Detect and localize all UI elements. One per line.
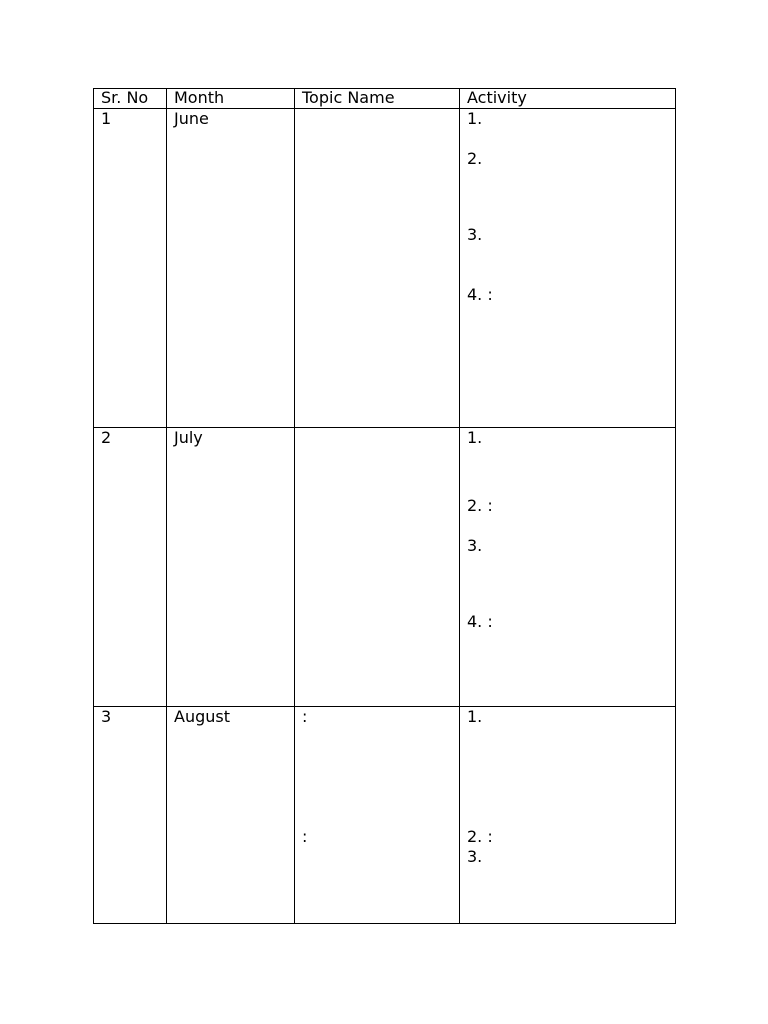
topic-cell (295, 428, 460, 707)
activity-item (467, 225, 675, 245)
activity-item (467, 496, 675, 516)
activity-number: 1. (467, 707, 483, 726)
header-sr-no: Sr. No (94, 89, 167, 109)
topic-entry (302, 584, 459, 604)
sr-no-cell: 3 (94, 707, 167, 924)
table-row (94, 707, 676, 924)
topic-entry (302, 265, 459, 285)
topic-entry: : (302, 707, 308, 726)
activity-number: 1. (467, 109, 483, 128)
activity-item (467, 612, 675, 632)
activity-number: 4. (467, 612, 483, 631)
topic-entry (302, 428, 459, 448)
table-row (94, 109, 676, 428)
activity-cell (460, 428, 676, 707)
activity-item (467, 707, 675, 727)
month-cell: June (167, 109, 295, 428)
activity-number: 2. (467, 149, 483, 168)
topic-entry (302, 109, 459, 129)
activity-item (467, 536, 675, 556)
activity-item (467, 847, 675, 867)
topic-cell (295, 707, 460, 924)
activity-number: 3. (467, 225, 483, 244)
activity-number: 3. (467, 847, 483, 866)
activity-text: : (487, 827, 493, 846)
month-cell: July (167, 428, 295, 707)
activity-number: 1. (467, 428, 483, 447)
activity-text: : (487, 285, 493, 304)
activity-number: 4. (467, 285, 483, 304)
activity-number: 3. (467, 536, 483, 555)
header-activity: Activity (460, 89, 676, 109)
activity-item (467, 149, 675, 169)
activity-item (467, 109, 675, 129)
activity-item (467, 285, 675, 305)
sr-no-cell: 1 (94, 109, 167, 428)
activity-cell (460, 707, 676, 924)
sr-no-cell: 2 (94, 428, 167, 707)
monthly-plan-table (93, 88, 676, 924)
activity-number: 2. (467, 827, 483, 846)
header-month: Month (167, 89, 295, 109)
activity-item (467, 827, 675, 847)
activity-text: : (487, 496, 493, 515)
activity-cell (460, 109, 676, 428)
activity-item (467, 428, 675, 448)
month-cell: August (167, 707, 295, 924)
table-header-row (94, 89, 676, 109)
topic-cell (295, 109, 460, 428)
activity-text: : (487, 612, 493, 631)
topic-entry: : (302, 827, 308, 846)
table-row (94, 428, 676, 707)
header-topic-name: Topic Name (295, 89, 460, 109)
activity-number: 2. (467, 496, 483, 515)
